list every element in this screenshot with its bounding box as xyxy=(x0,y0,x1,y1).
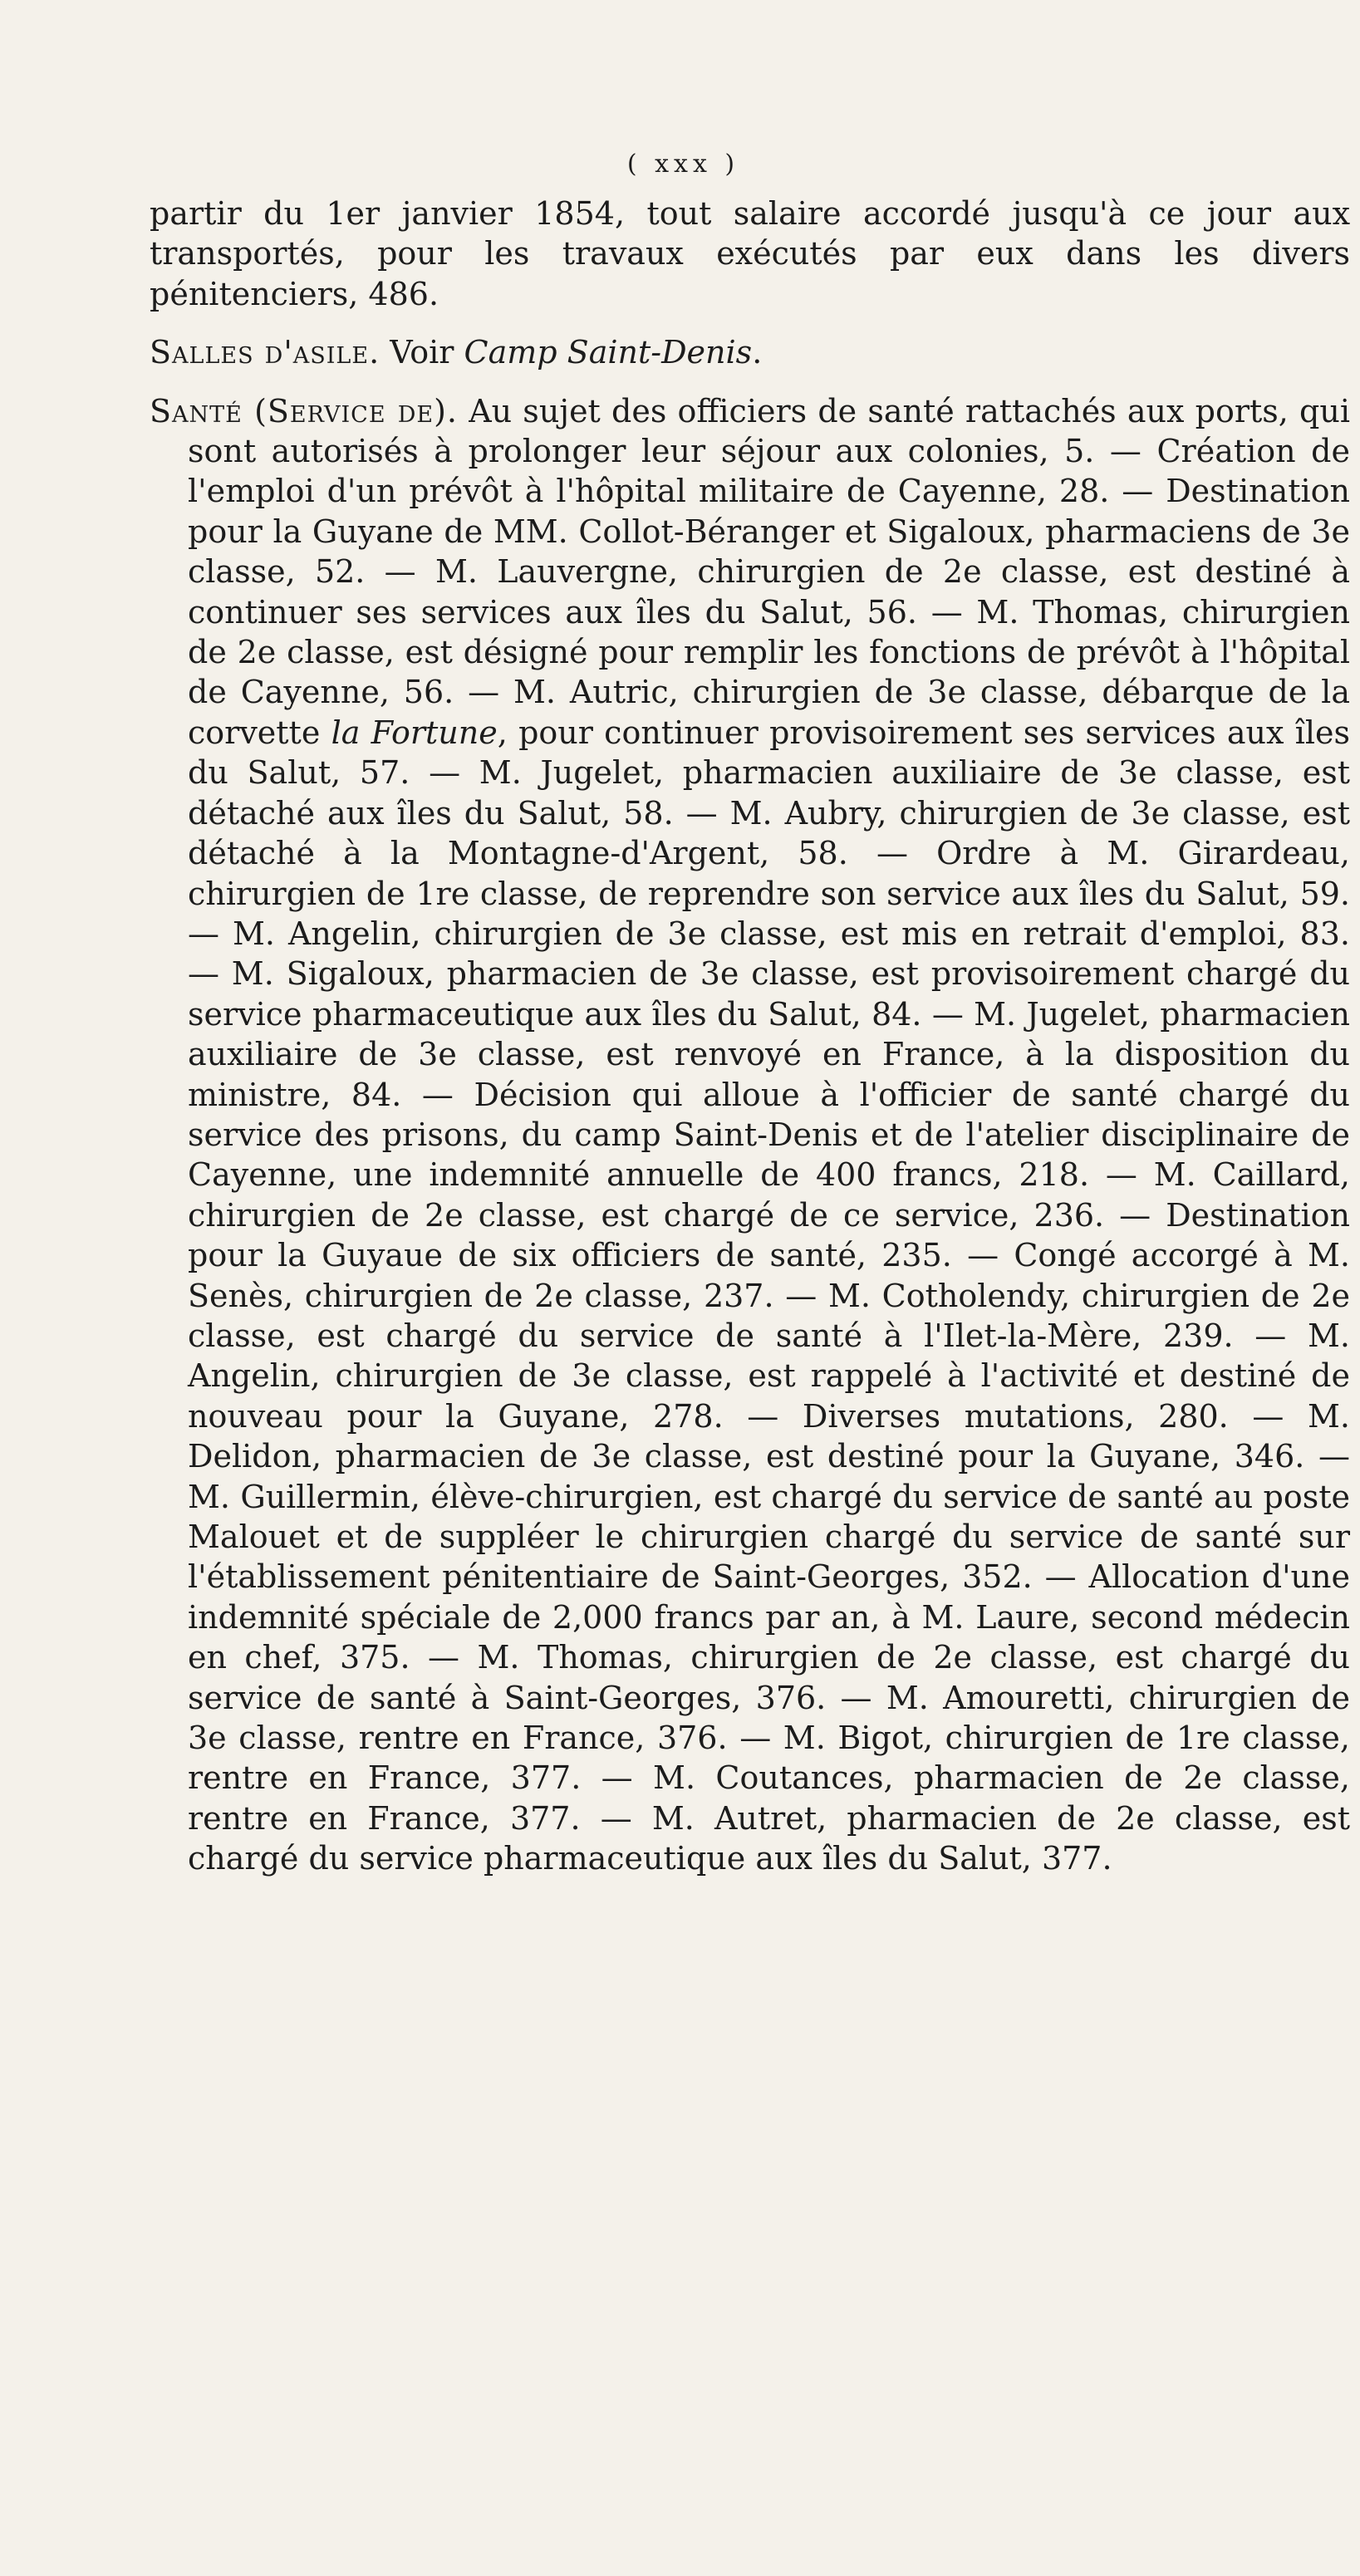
entry-spacer xyxy=(150,314,1350,332)
entry-spacer xyxy=(150,373,1350,391)
entry-text: Au sujet des officiers de santé rattachés aux ports, qui sont autorisés à prolonger leur séjour aux colonies, 5. — Création de l'emploi d'un prévôt à l'hôpital militaire de Cayenne, 28. — Destination pour la Guyane de MM. Collot-Béranger et Sigaloux, pharmaciens de 3e classe, 52. — M. Lauvergne, chirurgien de 2e classe, est destiné à continuer ses services aux îles du Salut, 56. — M. Thomas, chirurgien de 2e classe, est désigné pour remplir les fonctions de prévôt à l'hôpital de Cayenne, 56. — M. Autric, chirurgien de 3e classe, débarque de la corvette xyxy=(188,392,1350,751)
entry-text-tail: . xyxy=(752,334,763,371)
continued-entry-text xyxy=(150,194,1350,314)
page-number: ( xxx ) xyxy=(626,150,740,179)
entry-cross-reference: Camp Saint-Denis xyxy=(464,334,753,371)
entry-ship-name: la Fortune xyxy=(331,714,498,751)
entry-text: Voir xyxy=(390,334,454,371)
index-entry-sante xyxy=(150,391,1350,1879)
entry-heading: Santé (Service de). xyxy=(150,392,458,429)
entry-text-tail: , pour continuer provisoirement ses services aux îles du Salut, 57. — M. Jugelet, pharmacien auxiliaire de 3e classe, est détaché aux îles du Salut, 58. — M. Aubry, chirurgien de 3e classe, est détaché à la Montagne-d'Argent, 58. — Ordre à M. Girardeau, chirurgien de 1re classe, de reprendre son service aux îles du Salut, 59. — M. Angelin, chirurgien de 3e classe, est mis en retrait d'emploi, 83. — M. Sigaloux, pharmacien de 3e classe, est provisoirement chargé du service pharmaceutique aux îles du Salut, 84. — M. Jugelet, pharmacien auxiliaire de 3e classe, est renvoyé en France, à la disposition du ministre, 84. — Décision qui alloue à l'officier de santé chargé du service des prisons, du camp Saint-Denis et de l'atelier disciplinaire de Cayenne, une indemnité annuelle de 400 francs, 218. — M. Caillard, chirurgien de 2e classe, est chargé de ce service, 236. — Destination pour la Guyaue de six officiers de santé, 235. — Congé accorgé à M. Senès, chirurgien de 2e classe, 237. — M. Cotholendy, chirurgien de 2e classe, est chargé du service de santé à l'Ilet-la-Mère, 239. — M. Angelin, chirurgien de 3e classe, est rappelé à l'activité et destiné de nouveau pour la Guyane, 278. — Diverses mutations, 280. — M. Delidon, pharmacien de 3e classe, est destiné pour la Guyane, 346. — M. Guillermin, élève-chirurgien, est chargé du service de santé au poste Malouet et de suppléer le chirurgien chargé du service de santé sur l'établissement pénitentiaire de Saint-Georges, 352. — Allocation d'une indemnité spéciale de 2,000 francs par an, à M. Laure, second médecin en chef, 375. — M. Thomas, chirurgien de 2e classe, est chargé du service de santé à Saint-Georges, 376. — M. Amouretti, chirurgien de 3e classe, rentre en France, 376. — M. Bigot, chirurgien de 1re classe, rentre en France, 377. — M. Coutances, pharmacien de 2e classe, rentre en France, 377. — M. Autret, pharmacien de 2e classe, est chargé du service pharmaceutique aux îles du Salut, 377. xyxy=(188,714,1350,1877)
entry-heading: Salles d'asile. xyxy=(150,334,381,371)
document-page xyxy=(150,150,1350,2542)
index-entry-salles-dasile xyxy=(150,332,1350,372)
entry-text: partir du 1er janvier 1854, tout salaire accordé jusqu'à ce jour aux transportés, pour les travaux exécutés par eux dans les divers pénitenciers, 486. xyxy=(150,195,1350,312)
